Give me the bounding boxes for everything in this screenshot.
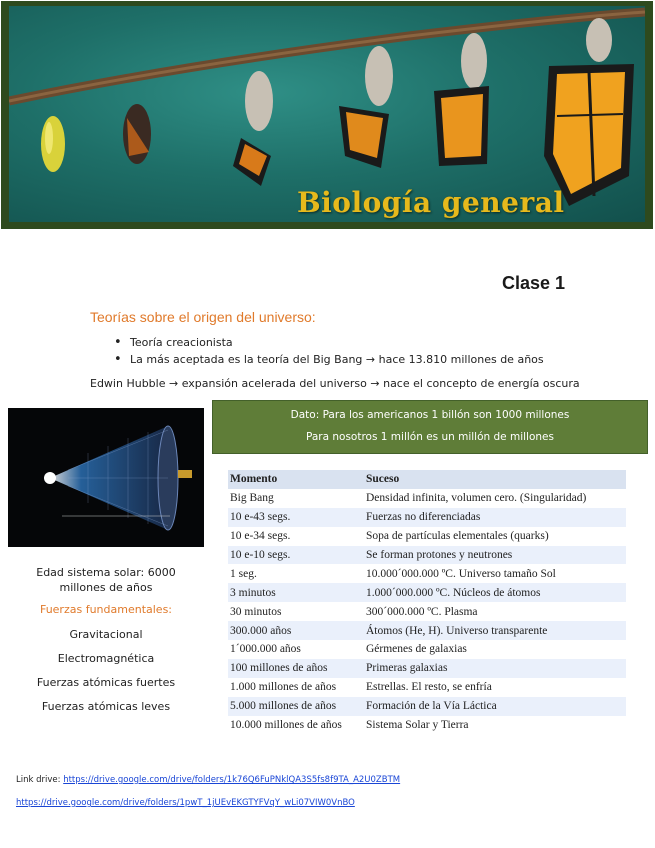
dato-line-2: Para nosotros 1 millón es un millón de millones — [306, 431, 554, 443]
event-cell: Sopa de partículas elementales (quarks) — [364, 527, 626, 546]
table-row — [228, 602, 626, 621]
header-banner — [1, 1, 653, 229]
universe-artwork — [8, 408, 204, 547]
drive-link-line-2 — [16, 798, 355, 808]
timeline-body — [228, 489, 626, 735]
moment-cell: 300.000 años — [228, 621, 364, 640]
event-cell: Formación de la Vía Láctica — [364, 697, 626, 716]
universe-expansion-diagram — [8, 408, 204, 547]
timeline-table — [228, 470, 626, 734]
event-cell: Estrellas. El resto, se enfría — [364, 678, 626, 697]
drive-link-1[interactable]: https://drive.google.com/drive/folders/1k76Q6FuPNklQA3S5fs8f9TA_A2U0ZBTM — [63, 775, 401, 785]
table-row — [228, 640, 626, 659]
drive-link-line-1 — [16, 775, 400, 785]
solar-system-age: Edad sistema solar: 6000 millones de años — [36, 566, 176, 594]
drive-link-2[interactable]: https://drive.google.com/drive/folders/1pwT_1jUEvEKGTYFVqY_wLi07VIW0VnBO — [16, 798, 355, 808]
event-cell: 1.000´000.000 ºC. Núcleos de átomos — [364, 583, 626, 602]
event-cell: Gérmenes de galaxias — [364, 640, 626, 659]
table-row — [228, 678, 626, 697]
moment-cell: 100 millones de años — [228, 659, 364, 678]
moment-cell: 30 minutos — [228, 602, 364, 621]
table-row — [228, 697, 626, 716]
event-cell: Densidad infinita, volumen cero. (Singularidad) — [364, 489, 626, 508]
event-cell: Fuerzas no diferenciadas — [364, 508, 626, 527]
event-cell: 300´000.000 ºC. Plasma — [364, 602, 626, 621]
hubble-note: Edwin Hubble → expansión acelerada del universo → nace el concepto de energía oscura — [90, 377, 580, 390]
table-row — [228, 564, 626, 583]
moment-cell: 1´000.000 años — [228, 640, 364, 659]
link-label: Link drive: — [16, 775, 61, 785]
moment-cell: 1 seg. — [228, 564, 364, 583]
event-cell: 10.000´000.000 ºC. Universo tamaño Sol — [364, 564, 626, 583]
table-header-row — [228, 470, 626, 489]
class-label: Clase 1 — [502, 273, 566, 293]
moment-cell: 10.000 millones de años — [228, 716, 364, 735]
event-cell: Sistema Solar y Tierra — [364, 716, 626, 735]
table-row — [228, 716, 626, 735]
moment-cell: 10 e-43 segs. — [228, 508, 364, 527]
moment-cell: 10 e-34 segs. — [228, 527, 364, 546]
moment-cell: 5.000 millones de años — [228, 697, 364, 716]
banner-title: Biología general — [297, 186, 565, 219]
dato-line-1: Dato: Para los americanos 1 billón son 1000 millones — [290, 409, 570, 421]
event-cell: Primeras galaxias — [364, 659, 626, 678]
table-row — [228, 508, 626, 527]
moment-cell: 10 e-10 segs. — [228, 546, 364, 565]
table-row — [228, 527, 626, 546]
butterfly-metamorphosis-illustration — [9, 6, 645, 222]
event-cell: Átomos (He, H). Universo transparente — [364, 621, 626, 640]
event-cell: Se forman protones y neutrones — [364, 546, 626, 565]
force-item: Gravitacional — [69, 628, 143, 641]
list-item: • La más aceptada es la teoría del Big Bang → hace 13.810 millones de años — [112, 351, 544, 368]
table-row — [228, 659, 626, 678]
list-item: • Teoría creacionista — [112, 334, 544, 351]
table-row — [228, 489, 626, 508]
table-row — [228, 621, 626, 640]
force-item: Fuerzas atómicas fuertes — [36, 676, 176, 689]
force-item: Fuerzas atómicas leves — [41, 700, 171, 713]
table-row — [228, 583, 626, 602]
dato-box — [212, 400, 648, 454]
moment-cell: 1.000 millones de años — [228, 678, 364, 697]
table-row — [228, 546, 626, 565]
bullet-list — [112, 334, 544, 368]
column-header: Momento — [228, 470, 364, 489]
section-title: Teorías sobre el origen del universo: — [90, 309, 316, 325]
moment-cell: Big Bang — [228, 489, 364, 508]
moment-cell: 3 minutos — [228, 583, 364, 602]
force-item: Electromagnética — [57, 652, 155, 665]
column-header: Suceso — [364, 470, 626, 489]
forces-title: Fuerzas fundamentales: — [39, 603, 173, 616]
